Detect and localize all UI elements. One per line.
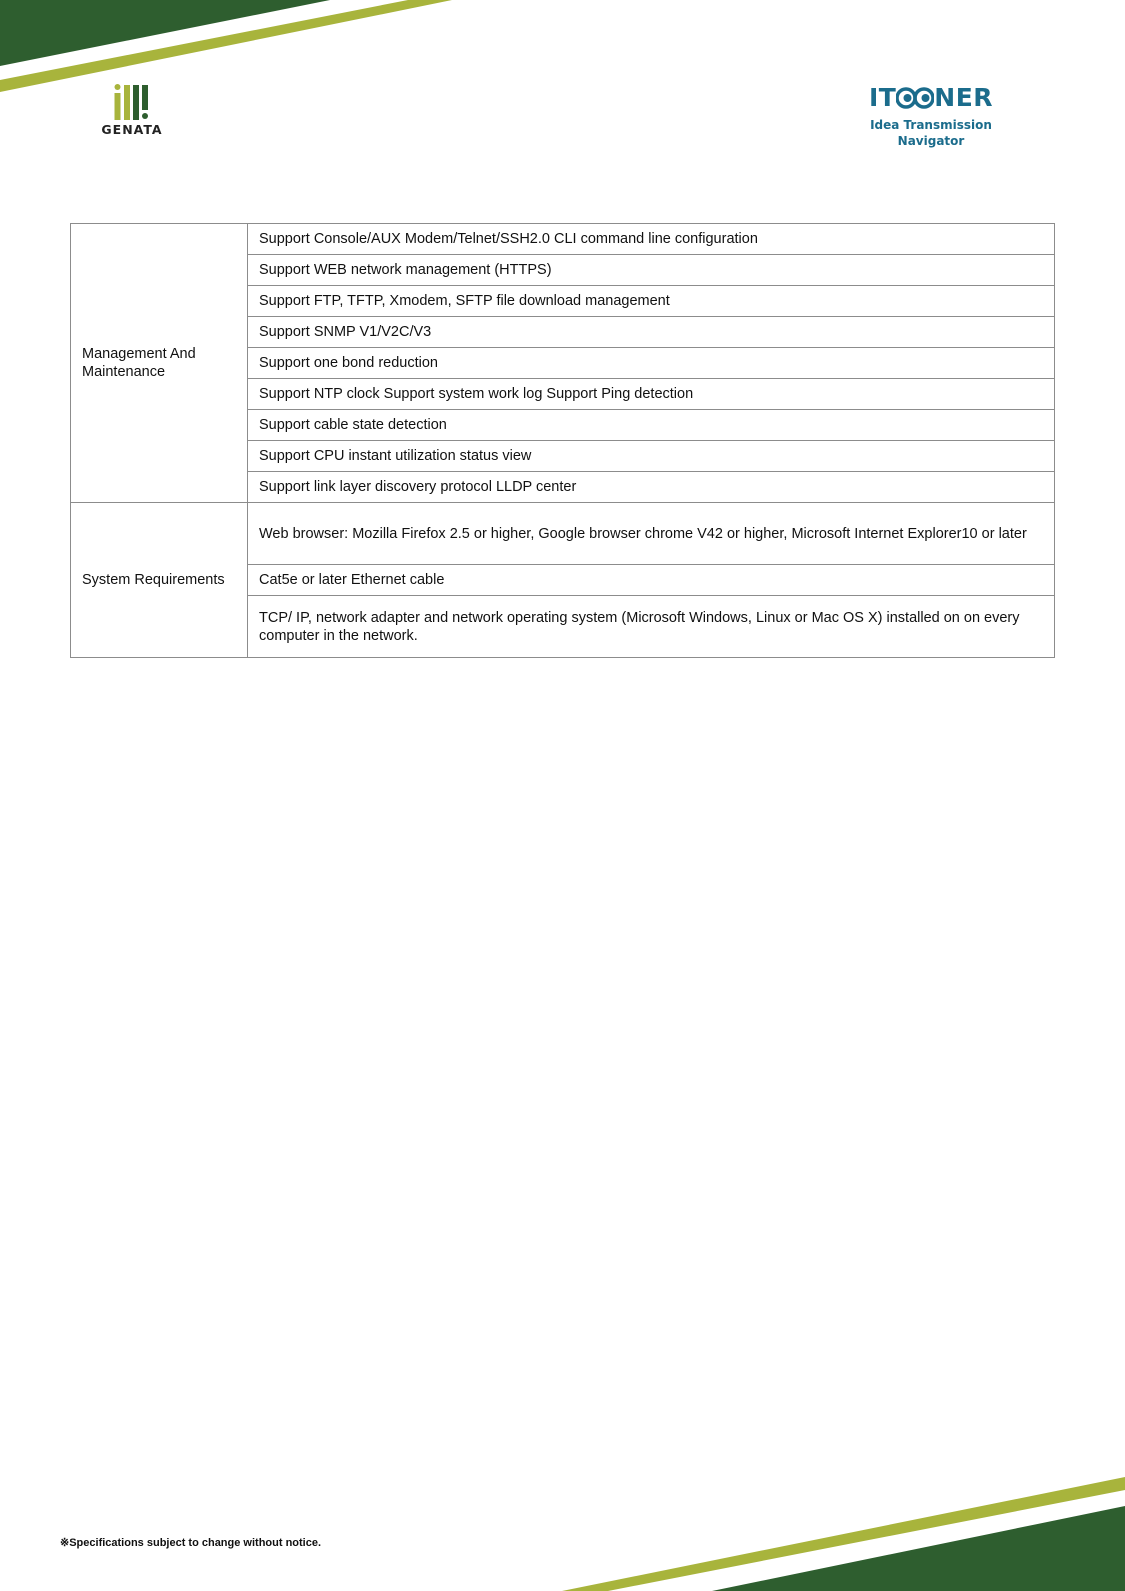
itooner-tagline: Idea Transmission Navigator <box>870 118 992 148</box>
footer-note: ※Specifications subject to change without notice. <box>60 1537 322 1549</box>
spec-value-cell: Support SNMP V1/V2C/V3 <box>248 317 1055 348</box>
spec-value-cell: Support FTP, TFTP, Xmodem, SFTP file download management <box>248 286 1055 317</box>
spec-value-cell: Support NTP clock Support system work log Support Ping detection <box>248 379 1055 410</box>
spec-value-cell: Support cable state detection <box>248 410 1055 441</box>
spec-value-cell: Support Console/AUX Modem/Telnet/SSH2.0 CLI command line configuration <box>248 224 1055 255</box>
spec-value-cell: Web browser: Mozilla Firefox 2.5 or higher, Google browser chrome V42 or higher, Microsoft Internet Explorer10 or later <box>248 503 1055 565</box>
spec-value-cell: Support WEB network management (HTTPS) <box>248 255 1055 286</box>
genata-wordmark: GENATA <box>101 122 163 137</box>
spec-value-cell: Cat5e or later Ethernet cable <box>248 565 1055 596</box>
itooner-wordmark-prefix: IT <box>868 83 897 112</box>
category-cell-management: Management And Maintenance <box>71 224 248 503</box>
table-row <box>71 503 1055 565</box>
category-cell-system-requirements: System Requirements <box>71 503 248 658</box>
specifications-table <box>70 223 1055 658</box>
genata-bars-icon <box>114 84 150 120</box>
spec-value-cell: Support CPU instant utilization status view <box>248 441 1055 472</box>
itooner-wordmark <box>836 84 1026 112</box>
table-row <box>71 224 1055 255</box>
spec-value-cell: Support link layer discovery protocol LLDP center <box>248 472 1055 503</box>
spec-value-cell: Support one bond reduction <box>248 348 1055 379</box>
spec-value-cell: TCP/ IP, network adapter and network operating system (Microsoft Windows, Linux or Mac OS X) installed on on every computer in the network. <box>248 596 1055 658</box>
itooner-eyes-icon <box>896 87 934 109</box>
itooner-logo <box>836 83 1026 148</box>
itooner-wordmark-suffix: NER <box>934 83 994 112</box>
genata-logo <box>96 82 168 142</box>
